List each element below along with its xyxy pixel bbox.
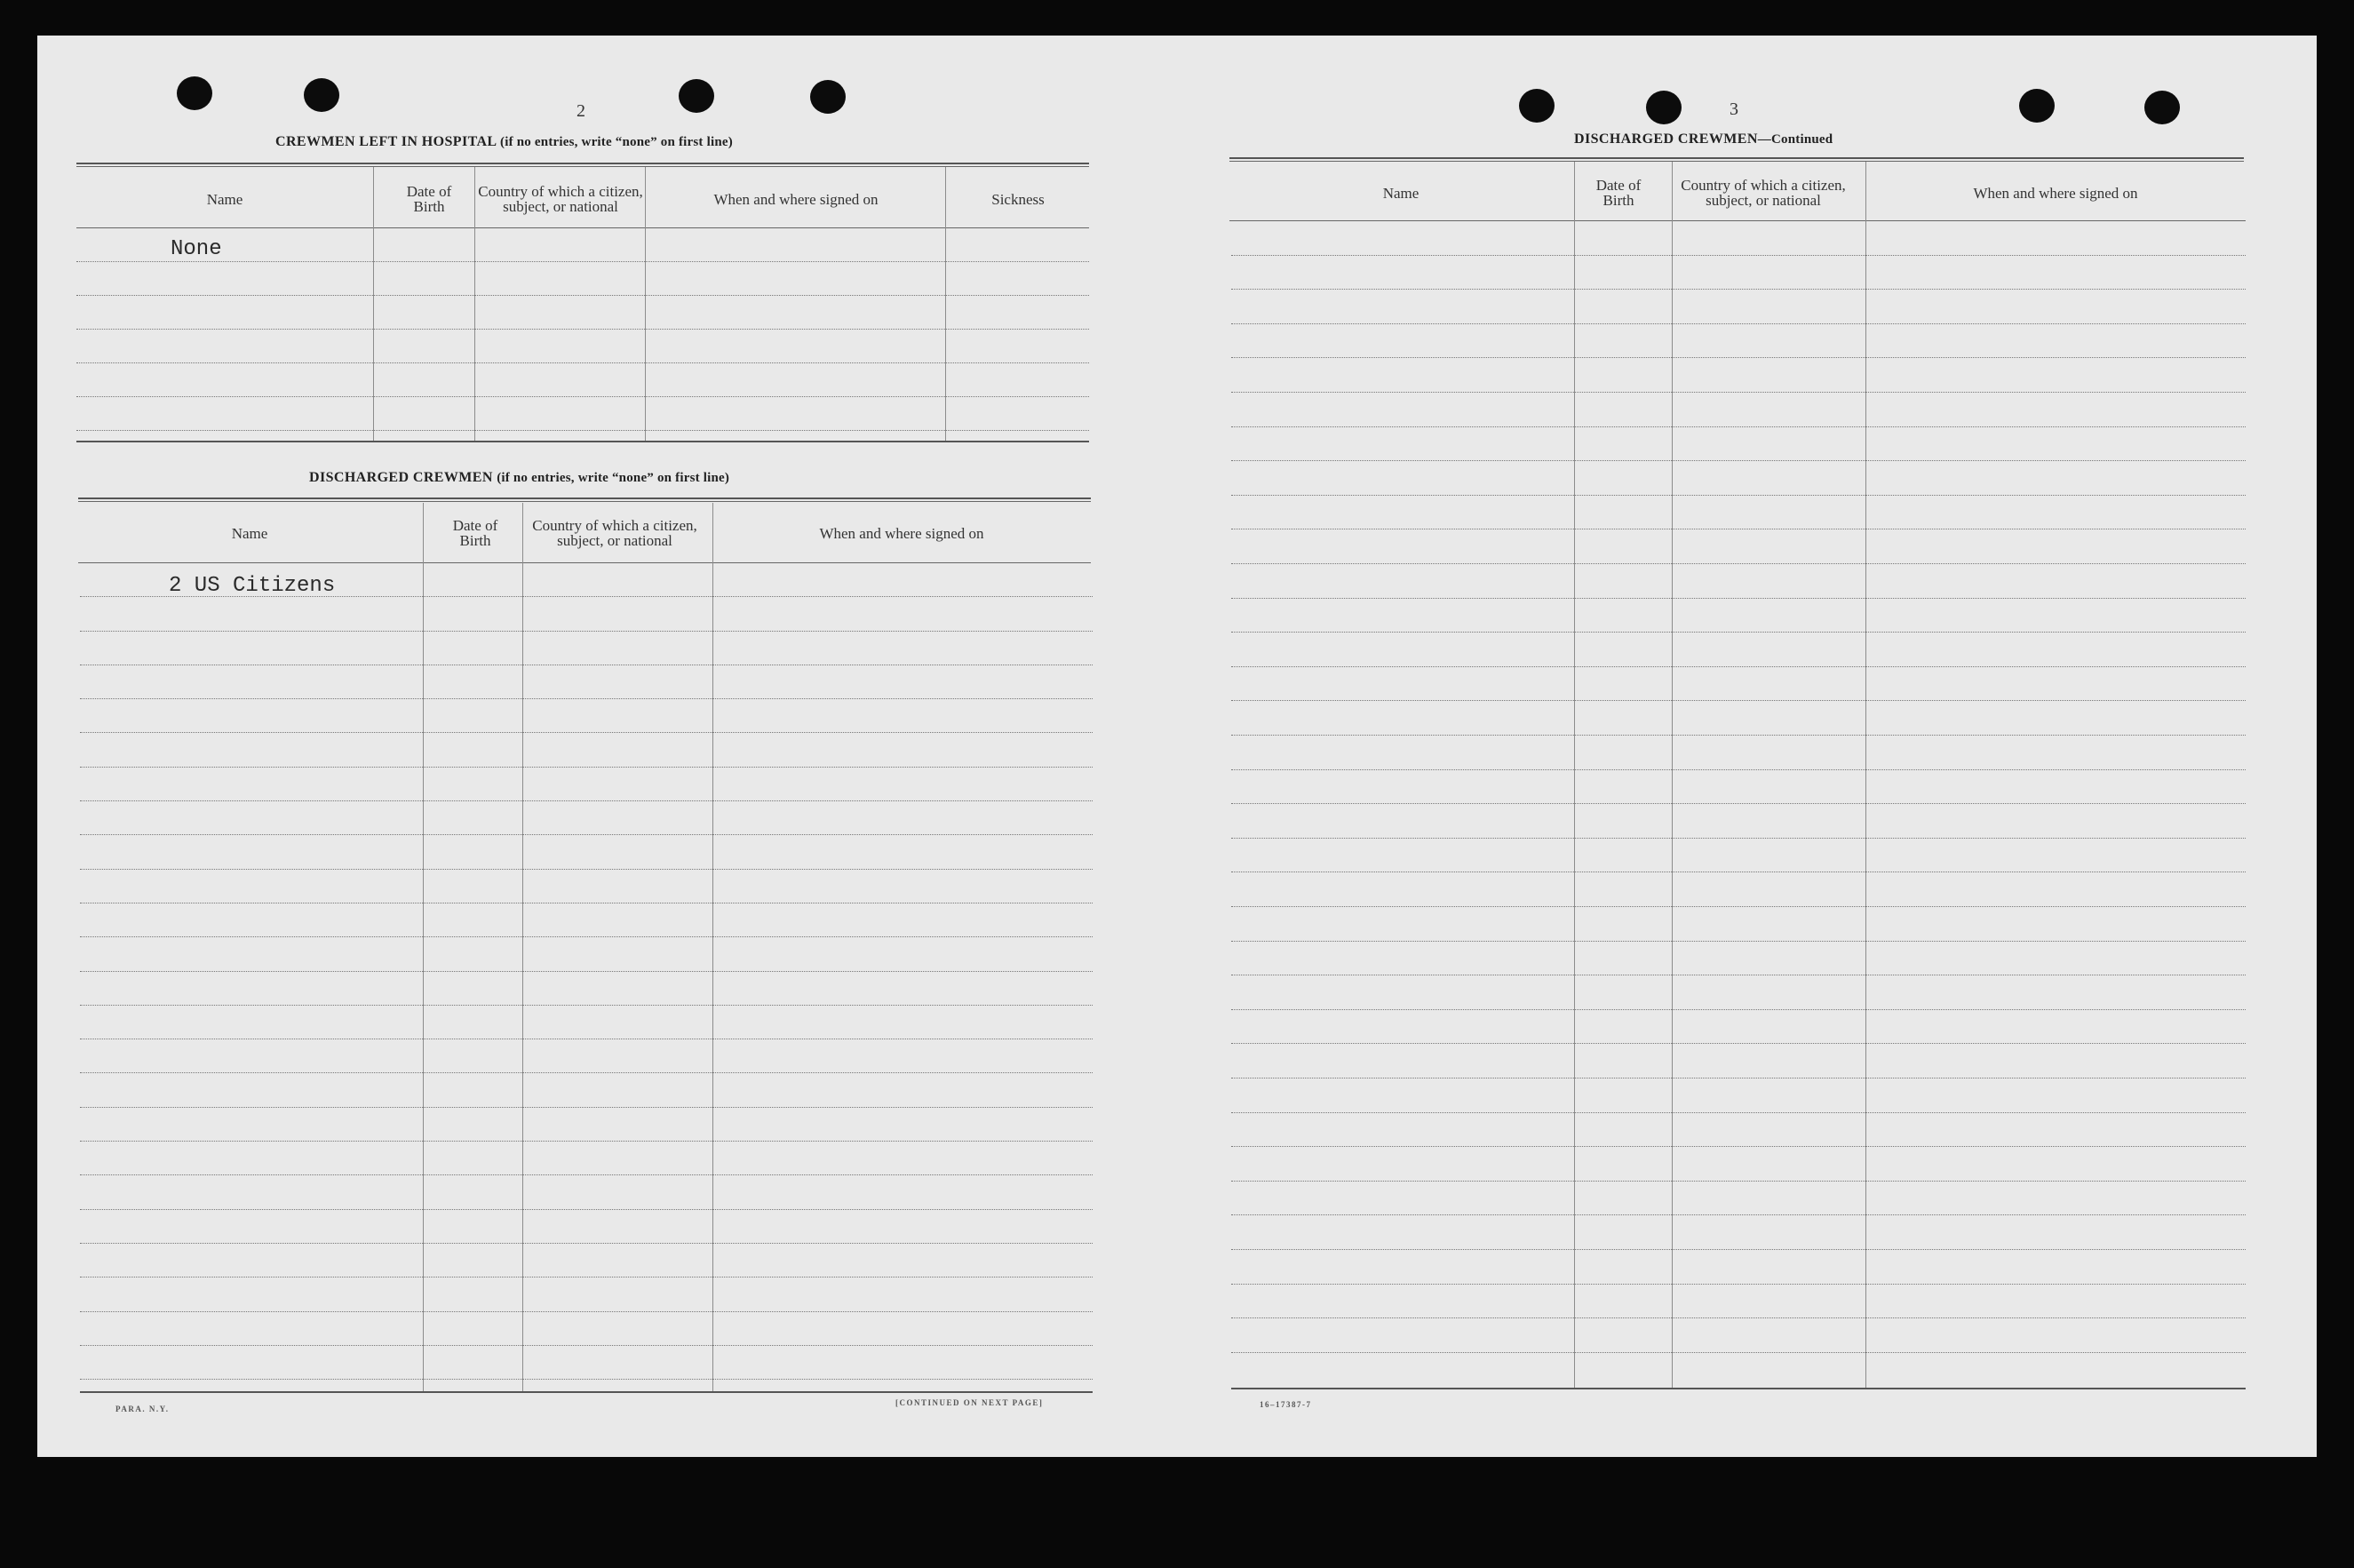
entry-line (76, 396, 1089, 397)
entry-line (80, 1141, 1093, 1142)
continued-top-rule (1229, 157, 2244, 159)
hospital-col-when-where: When and where signed on (713, 190, 879, 208)
column-divider (373, 167, 374, 441)
discharged-top-rule-thin (78, 501, 1091, 502)
entry-line (80, 698, 1093, 699)
entry-line (1231, 1249, 2246, 1250)
entry-line (1231, 941, 2246, 942)
entry-line (1231, 563, 2246, 564)
punch-hole (679, 79, 714, 113)
column-divider (1865, 162, 1866, 1388)
entry-line (1231, 1352, 2246, 1353)
continued-title-suffix: —Continued (1757, 132, 1833, 147)
entry-line (1231, 735, 2246, 736)
discharged-col-name: Name (231, 524, 268, 542)
continued-title-text: DISCHARGED CREWMEN (1574, 131, 1758, 147)
entry-line (1231, 769, 2246, 770)
entry-line (1231, 392, 2246, 393)
page-number-right: 3 (1730, 99, 1738, 119)
entry-line (1231, 1146, 2246, 1147)
discharged-col-country: Country of which a citizen, subject, or national (532, 517, 697, 549)
entry-line (80, 1174, 1093, 1175)
hospital-col-country: Country of which a citizen, subject, or national (478, 183, 643, 215)
entry-line (80, 1379, 1093, 1380)
entry-line (1231, 1214, 2246, 1215)
punch-hole (1519, 89, 1555, 123)
continued-col-when-where: When and where signed on (1973, 184, 2138, 202)
footer-form-number: 16–17387-7 (1260, 1400, 1312, 1409)
entry-line (80, 936, 1093, 937)
entry-line (1231, 495, 2246, 496)
hospital-top-rule (76, 163, 1089, 164)
column-divider (1672, 162, 1673, 1388)
hospital-col-name: Name (206, 190, 243, 208)
discharged-title-text: DISCHARGED CREWMEN (309, 470, 493, 485)
punch-hole (2019, 89, 2055, 123)
entry-line (1231, 357, 2246, 358)
footer-continued: [CONTINUED ON NEXT PAGE] (895, 1398, 1044, 1407)
entry-line (1231, 1043, 2246, 1044)
punch-hole (810, 80, 846, 114)
entry-line (1231, 838, 2246, 839)
entry-line (1231, 1181, 2246, 1182)
entry-line (76, 261, 1089, 262)
entry-line (1231, 1317, 2246, 1318)
column-divider (522, 503, 523, 1391)
hospital-col-sickness: Sickness (991, 190, 1045, 208)
entry-line (80, 834, 1093, 835)
column-divider (712, 503, 713, 1391)
entry-line (1231, 700, 2246, 701)
hospital-col-date-of-birth: Date of Birth (406, 183, 452, 215)
entry-line (80, 1243, 1093, 1244)
entry-line (80, 732, 1093, 733)
discharged-section-title (309, 470, 729, 486)
entry-line (1231, 289, 2246, 290)
hospital-section-title (275, 134, 733, 150)
entry-line (1231, 1009, 2246, 1010)
column-divider (474, 167, 475, 441)
entry-line (76, 362, 1089, 363)
entry-line (1231, 906, 2246, 907)
entry-line (1231, 666, 2246, 667)
column-divider (945, 167, 946, 441)
form-sheet (37, 36, 2317, 1457)
entry-line (80, 631, 1093, 632)
table-bottom-rule (1231, 1388, 2246, 1389)
discharged-col-when-where: When and where signed on (819, 524, 984, 542)
entry-line (76, 430, 1089, 431)
entry-line (1231, 803, 2246, 804)
discharged-top-rule (78, 497, 1091, 499)
hospital-top-rule-thin (76, 166, 1089, 167)
entry-line (80, 869, 1093, 870)
discharged-col-date-of-birth: Date of Birth (452, 517, 498, 549)
table-bottom-rule (76, 441, 1089, 442)
entry-line (80, 1345, 1093, 1346)
entry-line (1231, 1112, 2246, 1113)
hospital-entry-name: None (171, 237, 222, 261)
entry-line (1231, 1284, 2246, 1285)
entry-line (80, 1072, 1093, 1073)
discharged-entry-name: 2 US Citizens (169, 574, 336, 598)
entry-line (80, 1107, 1093, 1108)
column-divider (645, 167, 646, 441)
entry-line (80, 1209, 1093, 1210)
column-divider (423, 503, 424, 1391)
discharged-header-bottom-rule (78, 562, 1091, 563)
continued-col-date-of-birth: Date of Birth (1595, 177, 1642, 209)
entry-line (1231, 323, 2246, 324)
punch-hole (304, 78, 339, 112)
entry-line (80, 1005, 1093, 1006)
hospital-title-note: (if no entries, write “none” on first line) (500, 135, 733, 149)
entry-line (76, 295, 1089, 296)
entry-line (1231, 255, 2246, 256)
hospital-title-text: CREWMEN LEFT IN HOSPITAL (275, 134, 497, 149)
entry-line (80, 800, 1093, 801)
continued-section-title (1574, 131, 1833, 147)
entry-line (76, 329, 1089, 330)
continued-header-bottom-rule (1229, 220, 2246, 221)
hospital-header-bottom-rule (76, 227, 1089, 228)
table-bottom-rule (80, 1391, 1093, 1393)
punch-hole (177, 76, 212, 110)
continued-top-rule-thin (1229, 161, 2244, 162)
punch-hole (2144, 91, 2180, 124)
column-divider (1574, 162, 1575, 1388)
footer-printer: PARA. N.Y. (115, 1405, 170, 1413)
entry-line (1231, 460, 2246, 461)
continued-col-name: Name (1382, 184, 1420, 202)
entry-line (80, 596, 1093, 597)
continued-col-country: Country of which a citizen, subject, or national (1681, 177, 1846, 209)
entry-line (1231, 598, 2246, 599)
entry-line (80, 971, 1093, 972)
discharged-title-note: (if no entries, write “none” on first line) (497, 471, 730, 485)
punch-hole (1646, 91, 1682, 124)
entry-line (1231, 632, 2246, 633)
page-number-left: 2 (577, 101, 585, 121)
entry-line (80, 767, 1093, 768)
entry-line (80, 1311, 1093, 1312)
entry-line (1231, 426, 2246, 427)
